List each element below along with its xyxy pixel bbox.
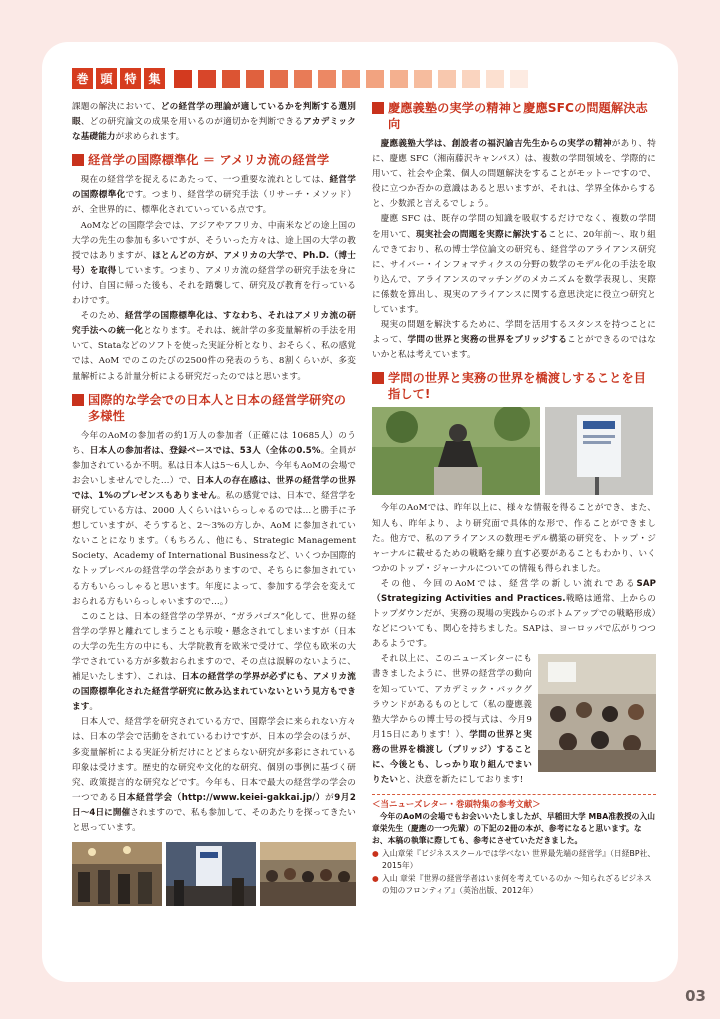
body-paragraph: 日本人で、経営学を研究されている方で、国際学会に来られない方々は、日本の学会で活動をされているわけですが、日本の学会のほうが、多変量解析による実証分析だけにとどまらない研究が多彩にされている印象は受けます。歴史的な研究や文化的な研究、個別の事例に基づく研究、政策提言的な研究などです。今年も、日本で最大の経営学の学会の一つである日本経営学会（http://www.keiei-gakkai.jp/）が9月2日〜4日に開催されますので、私も参加して、そのあたりを探ってきたいと思っています。 [72,717,356,834]
ribbon-square [438,70,456,88]
feature-ribbon [72,68,534,89]
body-paragraph: それ以上に、このニューズレターにも書きましたように、世界の経営学の動向を知っていて、アカデミック・バックグラウンドがあるものとして（私の慶應義塾大学からの博士号の授与式は、今月9月15日にあります！）、学問の世界と実務の世界を橋渡し（ブリッジ）することに、今後とも、しっかり取り組んでまいりたいと、決意を新たにしております! [372,654,532,786]
body-paragraph: 今年のAoMでは、昨年以上に、様々な情報を得ることができ、また、知人も、昨年より、より研究面で具体的な形で、作ることができました。他方で、私のアライアンスの数理モデル構築の研究を、トップ・ジャーナルに載せるための戦略を練り直す必要があることもわかり、いくつかのトップ・ジャーナルについての情報も得られました。 [372,503,656,574]
conference-photo [72,842,162,906]
ribbon-square [174,70,192,88]
body-paragraph: その他、今回のAoMでは、経営学の新しい流れであるSAP（Strategizing Activities and Practices.戦略は通常、上からのトップダウンだが、実務の現場の実践からのボトムアップでの戦略形成）などについても、関心を持ちました。SAPは、ヨーロッパで広がりつつあるようです。 [372,578,656,650]
ribbon-square [198,70,216,88]
section-heading: 経営学の国際標準化 ＝ アメリカ流の経営学 [72,152,356,168]
reference-intro: 今年のAoMの会場でもお会いいたしましたが、早稲田大学 MBA准教授の入山章栄先生（慶應の一つ先輩）の下記の2冊の本が、参考になると思います。なお、本稿の執筆に際しても、参考にさせていただきました。 [372,811,656,846]
ribbon-square [414,70,432,88]
body-paragraph: 今年のAoMの参加者の約1万人の参加者（正確には 10685人）のうち、日本人の参加者は、登録ベースでは、53人（全体の0.5%。全員が参加されているか不明。私は日本人は5〜6人しか、今年もAoMの会場でお会いしませんでした…）で、日本人の存在感は、世界の経営学の世界では、1%のプレゼンスもありません。私の感覚では、日本で、経営学を研究している方は、2000 人くらいはいらっしゃるのでは…と勝手に予想していますが、そうすると、2〜3%の方しか、AoM に参加されていないことになります。（もちろん、他にも、Strategic Management Society、Academy of International Businessなど、いくつか国際的なトップレベルの経営学の学会がありますので、そちらに参加されている方もいらっしゃると思います。年度によって、参加する学会を変えておられる方もいらっしゃいますので…。） [72,430,357,607]
section-heading: 国際的な学会での日本人と日本の経営学研究の多様性 [72,392,356,424]
ribbon-square [246,70,264,88]
right-column [372,100,656,897]
ribbon-square [390,70,408,88]
section-heading: 学問の世界と実務の世界を橋渡しすることを目指して! [372,370,656,402]
statue-photo [372,407,540,495]
article-sheet [42,42,678,982]
reference-book: ● 入山章栄『ビジネススクールでは学べない 世界最先端の経営学』（日経BP社、2015年） [372,848,656,871]
conference-photo [260,842,356,906]
poster-photo [545,407,653,495]
ribbon-char: 特 [120,68,141,89]
intro-paragraph: 課題の解決において、どの経営学の理論が適しているかを判断する選別眼、どの研究論文の成果を用いるのが適切かを判断できるアカデミックな基礎能力が求められます。 [72,102,356,143]
ribbon-char: 巻 [72,68,93,89]
reference-title: ＜当ニューズレター・巻頭特集の参考文献＞ [372,799,541,810]
ribbon-square [366,70,384,88]
body-paragraph: 慶應義塾大学は、創設者の福沢諭吉先生からの実学の精神があり、特に、慶應 SFC（湘南藤沢キャンパス）は、複数の学問領域を、学際的に用いて、社会や企業、個人の問題解決をすることがモットーですので、役に立つか否かの意識はあると思いますが、それは、学界全体からすると、少数派と言えるでしょう。 [372,139,656,210]
page-number: 03 [685,987,706,1005]
section-heading: 慶應義塾の実学の精神と慶應SFCの問題解決志向 [372,100,656,132]
body-paragraph: そのため、経営学の国際標準化は、すなわち、それはアメリカ流の研究手法への統一化となります。それは、統計学の多変量解析の手法を用いて、Stataなどのソフトを使った実証分析となり、おそらく、私の感覚では、AoM でのこのたびの2500件の発表のうち、8割くらいが、多変量解析による計量分析による研究だったのではと思います。 [72,311,356,382]
reference-book: ● 入山 章栄『世界の経営学者はいま何を考えているのか 〜知られざるビジネスの知のフロンティア』（英治出版、2012年） [372,873,652,896]
left-column [72,100,356,906]
ribbon-square [270,70,288,88]
ribbon-square [222,70,240,88]
ribbon-square [462,70,480,88]
body-paragraph: 慶應 SFC は、既存の学問の知識を吸収するだけでなく、複数の学問を用いて、現実社会の問題を実際に解決することに、20年前〜、取り組んできており、私の博士学位論文の研究も、経営学のアライアンス研究に、サイバー・インフォマティクスの分野の数学のモデル化の手法を取り込んで、アライアンスのマッチングのメカニズムを数学表現し、実際に係数を算出し、現実のアライアンスに関する意思決定に役立つ研究としています。 [372,214,656,316]
ribbon-char: 集 [144,68,165,89]
ribbon-square [342,70,360,88]
reference-box [372,794,656,897]
conference-photo [166,842,256,906]
body-paragraph: このことは、日本の経営学の学界が、“ガラパゴス”化して、世界の経営学の学界と離れてしまうことも示唆・懸念されてしまいますが（日本の大学の先生方の中にも、大学院教育を欧米で受けて、学位も欧米の大学でされている方が多数おられますので、その点は誤解のないように、補足いたします）、これは、日本の経営学の学界が必ずにも、アメリカ流の国際標準化された経営学研究に飲み込まれていないという見方もできます。 [72,611,356,713]
body-paragraph: 現実の問題を解決するために、学問を活用するスタンスを持つことによって、学問の世界と実務の世界をブリッジすることができるのではないかと私は考えています。 [372,320,656,361]
ribbon-square [486,70,504,88]
ribbon-char: 頭 [96,68,117,89]
audience-photo [538,654,656,772]
body-paragraph: 現在の経営学を捉えるにあたって、一つ重要な流れとしては、経営学の国際標準化です。つまり、経営学の研究手法（リサーチ・メソッド）が、全世界的に、標準化されていっている点です。 [72,175,356,216]
body-paragraph: AoMなどの国際学会では、アジアやアフリカ、中南米などの途上国の大学の先生の参加も多いですが、そういった方々は、途上国の大学の教授ではありますが、ほとんどの方が、アメリカの大学で、Ph.D.（博士号）を取得しています。つまり、アメリカ流の経営学の研究手法を身に付け、自国に帰った後も、それを踏襲して、研究及び教育を行っているわけです。 [72,220,357,307]
ribbon-square [294,70,312,88]
ribbon-square [510,70,528,88]
ribbon-square [318,70,336,88]
